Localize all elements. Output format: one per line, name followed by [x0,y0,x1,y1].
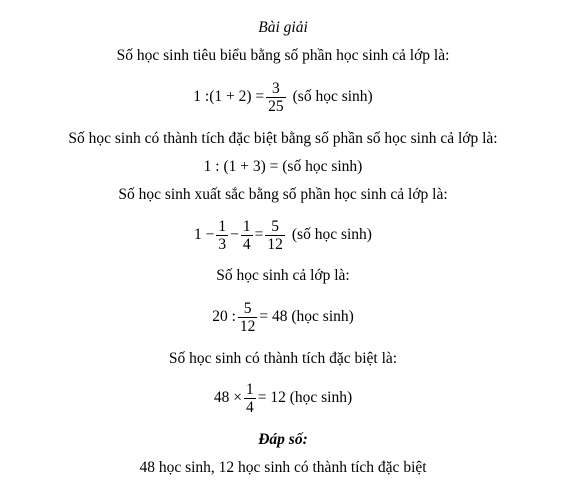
equation-3 [0,214,566,256]
eq3-f2-denominator: 4 [242,235,251,253]
eq3-f3-denominator: 12 [267,235,283,253]
eq5-denominator: 4 [245,398,254,416]
eq3-fraction-1 [216,218,228,253]
answer-label: Đáp số: [258,431,308,448]
eq3-f1-denominator: 3 [218,235,227,253]
statement-line-2: Số học sinh có thành tích đặc biệt bằng số phần số học sinh cả lớp là: [68,130,498,147]
eq3-equals: = [254,226,264,243]
eq3-f1-numerator: 1 [218,217,227,235]
eq3-f3-numerator: 5 [271,217,280,235]
eq1-fraction [266,80,286,115]
eq1-numerator: 3 [272,79,280,97]
eq5-prefix: 48 × [213,389,242,406]
eq3-fraction-2 [241,218,253,253]
statement-line-1: Số học sinh tiêu biểu bằng số phần học sinh cả lớp là: [116,47,450,64]
statement-line-3: Số học sinh xuất sắc bằng số phần học sinh cả lớp là: [118,186,448,203]
eq1-suffix: (số học sinh) [292,88,373,105]
equation-1 [0,76,566,118]
eq4-suffix: = 48 (học sinh) [259,308,354,325]
eq3-prefix: 1 − [194,226,215,243]
answer-text: 48 học sinh, 12 học sinh có thành tích đặc biệt [139,459,427,476]
solution-heading: Bài giải [258,19,308,36]
eq3-suffix: (số học sinh) [291,226,372,243]
eq4-fraction [238,300,258,335]
equation-4 [0,296,566,338]
eq4-denominator: 12 [239,317,256,335]
eq5-fraction [244,381,256,416]
statement-line-5: Số học sinh có thành tích đặc biệt là: [168,350,398,367]
statement-line-4: Số học sinh cả lớp là: [216,267,350,284]
eq3-fraction-3 [265,218,285,253]
eq3-f2-numerator: 1 [242,217,251,235]
equation-5 [0,377,566,419]
eq4-prefix: 20 : [212,308,236,325]
eq5-numerator: 1 [245,380,254,398]
eq4-numerator: 5 [243,299,252,317]
eq3-minus: − [230,226,239,243]
eq5-suffix: = 12 (học sinh) [257,389,353,406]
eq1-denominator: 25 [268,97,284,115]
eq1-prefix: 1 :(1 + 2) = [193,88,265,105]
equation-2: 1 : (1 + 3) = (số học sinh) [203,158,363,175]
